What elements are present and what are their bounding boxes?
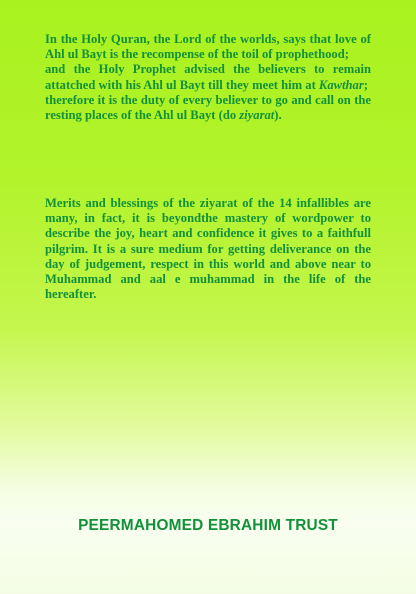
ziyarat-term: ziyarat xyxy=(239,108,275,123)
kawthar-term: Kawthar xyxy=(318,77,364,92)
prophet-advice-text: and the Holy Prophet advised the believers to remain attatched with his Ahl ul Bayt till they meet him at xyxy=(45,62,371,92)
merits-paragraph xyxy=(45,196,371,302)
quran-statement xyxy=(45,32,371,62)
intro-paragraph xyxy=(45,32,371,123)
duty-statement xyxy=(45,93,371,123)
quran-statement-text: In the Holy Quran, the Lord of the worlds, says that love of Ahl ul Bayt is the recompense of the toil of prophethood; xyxy=(45,32,371,62)
prophet-advice xyxy=(45,62,371,92)
duty-statement-text: therefore it is the duty of every believer to go and call on the resting places of the Ahl ul Bayt (do xyxy=(45,92,371,123)
duty-statement-suffix: ). xyxy=(274,108,282,123)
prophet-advice-suffix: ; xyxy=(363,77,368,92)
merits-text: Merits and blessings of the ziyarat of the 14 infallibles are many, in fact, it is beyondthe mastery of wordpower to describe the joy, heart and confidence it gives to a faithfull pilgrim. It is a sure medium for getting deliverance on the day of judgement, respect in this world and above near to Muhammad and aal e muhammad in the life of the hereafter. xyxy=(45,196,371,302)
publisher-name: PEERMAHOMED EBRAHIM TRUST xyxy=(78,517,338,534)
